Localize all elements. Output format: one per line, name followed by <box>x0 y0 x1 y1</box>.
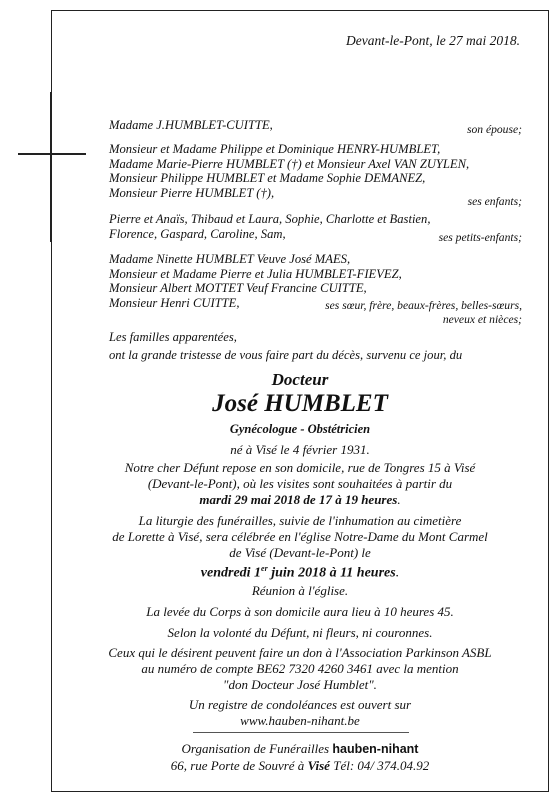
children-line: Madame Marie-Pierre HUMBLET (†) et Monsieur Axel VAN ZUYLEN, <box>109 156 470 171</box>
wish-note: Selon la volonté du Défunt, ni fleurs, ni couronnes. <box>167 625 433 640</box>
footer-address-b: Tél: 04/ 374.04.92 <box>329 758 430 773</box>
children-role: ses enfants; <box>467 195 522 208</box>
donation-line1: Ceux qui le désirent peuvent faire un don à l'Association Parkinson ASBL <box>108 645 492 660</box>
siblings-role-line2: neveux et nièces; <box>442 313 522 326</box>
footer-divider <box>193 732 409 733</box>
announcement-line1: Les familles apparentées, <box>109 330 237 344</box>
grandchildren-role: ses petits-enfants; <box>438 231 522 244</box>
registry-line1: Un registre de condoléances est ouvert sur <box>188 697 412 712</box>
children-line: Monsieur et Madame Philippe et Dominique HENRY-HUMBLET, <box>109 142 441 156</box>
footer-org-line <box>60 741 540 758</box>
funeral-date-sup: er <box>261 564 268 573</box>
footer-address-city: Visé <box>307 758 330 773</box>
spouse-block <box>109 118 521 133</box>
visitation-date: mardi 29 mai 2018 de 17 à 19 heures <box>199 492 398 507</box>
visitation-line1: Notre cher Défunt repose en son domicile, rue de Tongres 15 à Visé <box>124 460 476 475</box>
footer-address-line <box>60 758 540 774</box>
funeral-date-end: . <box>395 565 400 581</box>
date-line: Devant-le-Pont, le 27 mai 2018. <box>346 33 520 48</box>
registry-url: www.hauben-nihant.be <box>240 713 360 728</box>
deceased-birth: né à Visé le 4 février 1931. <box>230 442 370 457</box>
visitation-line2: (Devant-le-Pont), où les visites sont souhaitées à partir du <box>147 476 453 491</box>
grandchildren-line: Pierre et Anaïs, Thibaud et Laura, Sophie, Charlotte et Bastien, <box>109 212 431 226</box>
visitation-date-line <box>60 492 540 508</box>
levee-note: La levée du Corps à son domicile aura lieu à 10 heures 45. <box>146 604 454 619</box>
siblings-line: Madame Ninette HUMBLET Veuve José MAES, <box>109 252 351 266</box>
announcement-line2: ont la grande tristesse de vous faire part du décès, survenu ce jour, du <box>109 347 463 362</box>
deceased-profession: Gynécologue - Obstétricien <box>229 422 371 436</box>
announcement-block <box>109 330 521 362</box>
siblings-line: Monsieur et Madame Pierre et Julia HUMBLET-FIEVEZ, <box>109 266 402 281</box>
funeral-line3: de Visé (Devant-le-Pont) le <box>229 545 371 560</box>
siblings-role-line1: ses sœur, frère, beaux-frères, belles-sœurs, <box>325 299 522 312</box>
siblings-role <box>325 299 522 327</box>
spouse-role: son épouse; <box>466 123 522 136</box>
spouse-line: Madame J.HUMBLET-CUITTE, <box>109 118 273 132</box>
funeral-date-b: juin 2018 à 11 heures <box>267 565 396 581</box>
donation-line3: "don Docteur José Humblet". <box>223 677 377 692</box>
siblings-line: Monsieur Albert MOTTET Veuf Francine CUITTE, <box>109 281 367 296</box>
footer-address-a: 66, rue Porte de Souvré à <box>170 758 308 773</box>
children-line: Monsieur Pierre HUMBLET (†), <box>109 185 275 200</box>
children-block <box>109 142 521 200</box>
funeral-line1: La liturgie des funérailles, suivie de l'inhumation au cimetière <box>138 513 462 528</box>
funeral-home-logo: hauben-nihant <box>332 742 419 756</box>
funeral-date-a: vendredi 1 <box>200 565 262 581</box>
deceased-name: José HUMBLET <box>212 390 388 417</box>
siblings-line: Monsieur Henri CUITTE, <box>109 295 240 310</box>
visitation-date-end: . <box>397 492 401 507</box>
cross-symbol-horizontal <box>18 153 86 155</box>
funeral-date-line <box>60 560 540 582</box>
funeral-line2: de Lorette à Visé, sera célébrée en l'église Notre-Dame du Mont Carmel <box>112 529 488 544</box>
grandchildren-line: Florence, Gaspard, Caroline, Sam, <box>109 226 286 241</box>
donation-line2: au numéro de compte BE62 7320 4260 3461 avec la mention <box>141 661 459 676</box>
cross-symbol-vertical <box>50 92 52 242</box>
reunion-note: Réunion à l'église. <box>251 583 349 598</box>
deceased-title: Docteur <box>271 370 329 389</box>
footer-org-prefix: Organisation de Funérailles <box>181 741 333 756</box>
children-line: Monsieur Philippe HUMBLET et Madame Sophie DEMANEZ, <box>109 171 426 186</box>
